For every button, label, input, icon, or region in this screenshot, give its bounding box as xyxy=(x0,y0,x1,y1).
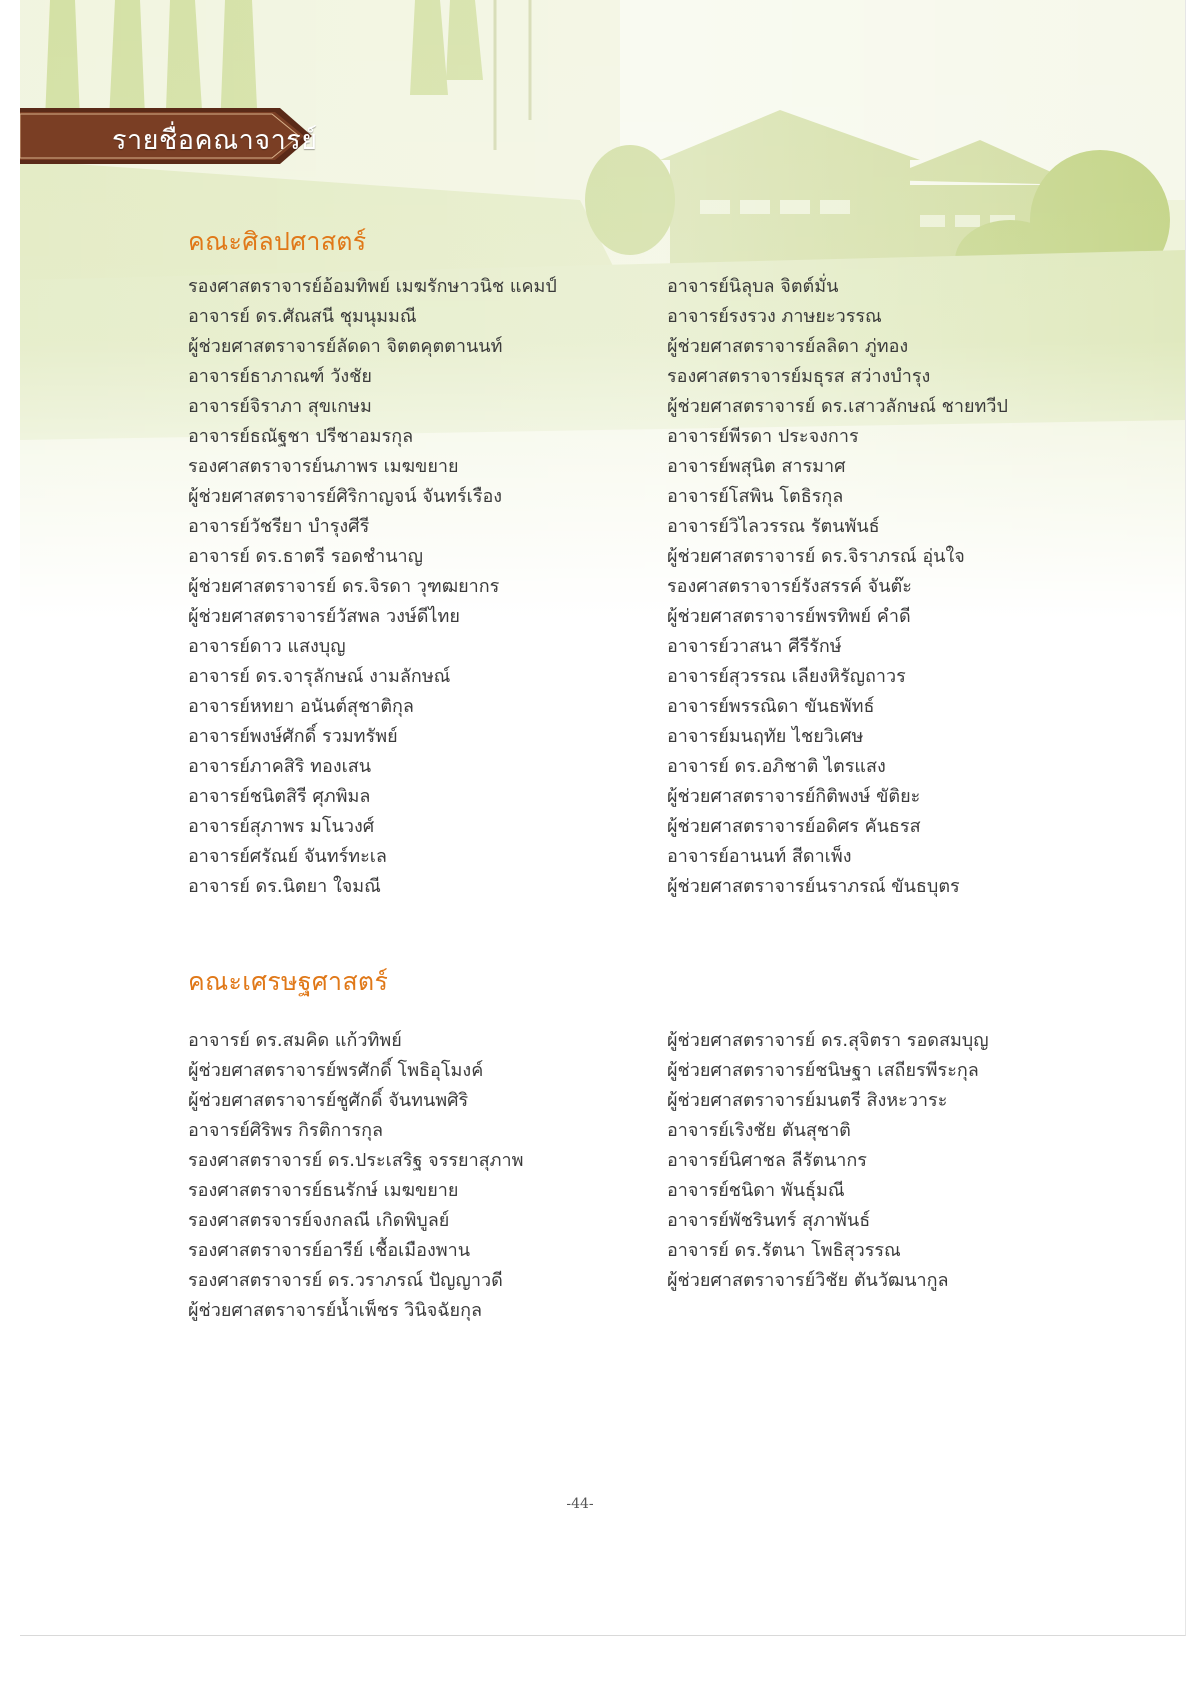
list-item: ผู้ช่วยศาสตราจารย์นราภรณ์ ขันธบุตร xyxy=(667,876,960,897)
list-item: อาจารย์นิลุบล จิตต์มั่น xyxy=(667,276,839,297)
list-item: ผู้ช่วยศาสตราจารย์ ดร.จิราภรณ์ อุ่นใจ xyxy=(667,546,965,567)
section-title-liberal-arts: คณะศิลปศาสตร์ xyxy=(188,227,367,256)
list-item: อาจารย์รงรวง ภาษยะวรรณ xyxy=(667,306,882,327)
list-item: อาจารย์จิราภา สุขเกษม xyxy=(188,396,372,417)
list-item: รองศาสตราจารย์ ดร.ประเสริฐ จรรยาสุภาพ xyxy=(188,1150,524,1171)
list-item: อาจารย์สุภาพร มโนวงศ์ xyxy=(188,816,375,837)
list-item: ผู้ช่วยศาสตราจารย์อดิศร คันธรส xyxy=(667,816,921,837)
list-item: รองศาสตราจารย์อ้อมทิพย์ เมฆรักษาวนิช แคมป์ xyxy=(188,276,557,297)
list-item: อาจารย์ภาคสิริ ทองเสน xyxy=(188,756,372,777)
economics-right-list xyxy=(667,1026,989,1296)
list-item: อาจารย์ดาว แสงบุญ xyxy=(188,636,346,657)
economics-left-list xyxy=(188,1026,524,1326)
list-item: ผู้ช่วยศาสตราจารย์น้ำเพ็ชร วินิจฉัยกุล xyxy=(188,1300,483,1321)
list-item: ผู้ช่วยศาสตราจารย์ชนิษฐา เสถียรพีระกุล xyxy=(667,1060,979,1081)
list-item: รองศาสตรจารย์จงกลณี เกิดพิบูลย์ xyxy=(188,1210,450,1231)
list-item: อาจารย์ ดร.นิตยา ใจมณี xyxy=(188,876,381,897)
list-item: อาจารย์พรรณิดา ขันธพัทธ์ xyxy=(667,696,875,717)
list-item: รองศาสตราจารย์นภาพร เมฆขยาย xyxy=(188,456,459,477)
list-item: อาจารย์หทยา อนันต์สุชาติกุล xyxy=(188,696,414,717)
list-item: ผู้ช่วยศาสตราจารย์ลลิดา ภู่ทอง xyxy=(667,336,909,357)
liberal-arts-left-list xyxy=(188,272,557,902)
list-item: ผู้ช่วยศาสตราจารย์พรศักดิ์ โพธิอุโมงค์ xyxy=(188,1060,484,1081)
list-item: อาจารย์ ดร.จารุลักษณ์ งามลักษณ์ xyxy=(188,666,451,687)
list-item: รองศาสตราจารย์ ดร.วราภรณ์ ปัญญาวดี xyxy=(188,1270,503,1291)
list-item: อาจารย์ชนิดา พันธุ์มณี xyxy=(667,1180,845,1201)
page-title: รายชื่อคณาจารย์ xyxy=(112,125,318,156)
list-item: รองศาสตราจารย์มธุรส สว่างบำรุง xyxy=(667,366,931,387)
list-item: ผู้ช่วยศาสตราจารย์ศิริกาญจน์ จันทร์เรือง xyxy=(188,486,503,507)
list-item: ผู้ช่วยศาสตราจารย์ ดร.เสาวลักษณ์ ชายทวีป xyxy=(667,396,1008,417)
list-item: อาจารย์ ดร.อภิชาติ ไตรแสง xyxy=(667,756,886,777)
list-item: อาจารย์พงษ์ศักดิ์ รวมทรัพย์ xyxy=(188,726,398,747)
list-item: อาจารย์มนฤทัย ไชยวิเศษ xyxy=(667,726,864,747)
list-item: อาจารย์ธณัฐชา ปรีชาอมรกุล xyxy=(188,426,414,447)
list-item: ผู้ช่วยศาสตราจารย์พรทิพย์ คำดี xyxy=(667,606,911,627)
list-item: ผู้ช่วยศาสตราจารย์มนตรี สิงหะวาระ xyxy=(667,1090,948,1111)
list-item: ผู้ช่วยศาสตราจารย์ชูศักดิ์ จันทนพศิริ xyxy=(188,1090,469,1111)
list-item: ผู้ช่วยศาสตราจารย์วัสพล วงษ์ดีไทย xyxy=(188,606,460,627)
list-item: อาจารย์พัชรินทร์ สุภาพันธ์ xyxy=(667,1210,871,1231)
list-item: อาจารย์วิไลวรรณ รัตนพันธ์ xyxy=(667,516,880,537)
list-item: อาจารย์ ดร.ศัณสนี ชุมนุมมณี xyxy=(188,306,417,327)
list-item: ผู้ช่วยศาสตราจารย์ ดร.จิรดา วุฑฒยากร xyxy=(188,576,500,597)
title-banner xyxy=(20,104,318,168)
section-title-economics: คณะเศรษฐศาสตร์ xyxy=(188,967,389,996)
list-item: อาจารย์ ดร.ธาตรี รอดชำนาญ xyxy=(188,546,424,567)
list-item: อาจารย์ธาภาณฑ์ วังชัย xyxy=(188,366,372,387)
list-item: อาจารย์ชนิตสิรี ศุภพิมล xyxy=(188,786,371,807)
list-item: ผู้ช่วยศาสตราจารย์วิชัย ตันวัฒนากูล xyxy=(667,1270,949,1291)
list-item: รองศาสตราจารย์ธนรักษ์ เมฆขยาย xyxy=(188,1180,459,1201)
list-item: อาจารย์พสุนิต สารมาศ xyxy=(667,456,846,477)
list-item: อาจารย์โสพิน โตธิรกุล xyxy=(667,486,844,507)
list-item: อาจารย์ ดร.รัตนา โพธิสุวรรณ xyxy=(667,1240,901,1261)
list-item: อาจารย์วัชรียา บำรุงศีรี xyxy=(188,516,370,537)
list-item: อาจารย์วาสนา ศีรีรักษ์ xyxy=(667,636,842,657)
list-item: รองศาสตราจารย์อารีย์ เชื้อเมืองพาน xyxy=(188,1240,471,1261)
list-item: อาจารย์อานนท์ สีดาเพ็ง xyxy=(667,846,852,867)
list-item: อาจารย์เริงชัย ตันสุชาติ xyxy=(667,1120,851,1141)
page-number: -44- xyxy=(566,1496,594,1512)
liberal-arts-right-list xyxy=(667,272,1008,902)
list-item: ผู้ช่วยศาสตราจารย์กิติพงษ์ ขัติยะ xyxy=(667,786,921,807)
list-item: อาจารย์สุวรรณ เลียงหิรัญถาวร xyxy=(667,666,906,687)
list-item: อาจารย์พีรดา ประจงการ xyxy=(667,426,859,447)
list-item: อาจารย์ศรัณย์ จันทร์ทะเล xyxy=(188,846,387,867)
list-item: อาจารย์นิศาชล ลีรัตนากร xyxy=(667,1150,867,1171)
list-item: ผู้ช่วยศาสตราจารย์ลัดดา จิตตคุตตานนท์ xyxy=(188,336,503,357)
list-item: ผู้ช่วยศาสตราจารย์ ดร.สุจิตรา รอดสมบุญ xyxy=(667,1030,989,1051)
list-item: อาจารย์ ดร.สมคิด แก้วทิพย์ xyxy=(188,1030,402,1051)
list-item: รองศาสตราจารย์รังสรรค์ จันต๊ะ xyxy=(667,576,912,597)
list-item: อาจารย์ศิริพร กิรติการกุล xyxy=(188,1120,383,1141)
